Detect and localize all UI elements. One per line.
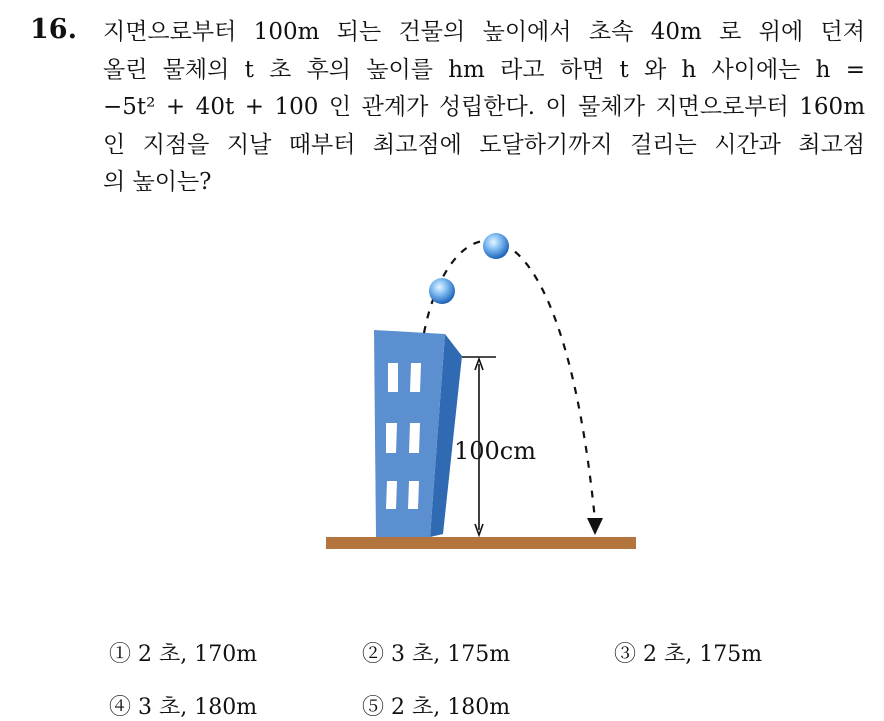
choice-marker: ③ (614, 642, 637, 667)
question-line-1: 지면으로부터 100m 되는 건물의 높이에서 초속 40m 로 위에 던져 (103, 19, 865, 45)
choice-2[interactable] (362, 637, 510, 668)
question-number: 16. (30, 14, 77, 45)
ground (326, 537, 636, 549)
choice-text: 2 초, 175m (643, 642, 763, 667)
window (386, 423, 397, 453)
choice-4[interactable] (109, 690, 257, 721)
choice-marker: ② (362, 642, 385, 667)
question-line-3: −5t² + 40t + 100 인 관계가 성립한다. 이 물체가 지면으로부터 160m (103, 94, 865, 120)
choice-text: 2 초, 180m (391, 695, 511, 720)
window (408, 481, 419, 509)
choice-1[interactable] (109, 637, 257, 668)
height-label: 100cm (454, 437, 537, 465)
building (374, 330, 462, 537)
window (409, 423, 420, 453)
trajectory-arrowhead (587, 518, 603, 535)
question-line-4: 인 지점을 지날 때부터 최고점에 도달하기까지 걸리는 시간과 최고점 (103, 131, 865, 158)
choice-marker: ⑤ (362, 695, 385, 720)
choice-text: 2 초, 170m (138, 642, 258, 667)
window (388, 363, 398, 392)
question-line-5: 의 높이는? (103, 169, 212, 195)
ball-top (483, 233, 509, 259)
ball-lower (429, 278, 455, 304)
choice-marker: ① (109, 642, 132, 667)
window (386, 481, 397, 509)
choice-text: 3 초, 175m (391, 642, 511, 667)
choice-5[interactable] (362, 690, 510, 721)
question-line-2: 올린 물체의 t 초 후의 높이를 hm 라고 하면 t 와 h 사이에는 h = (103, 56, 865, 83)
choice-text: 3 초, 180m (138, 695, 258, 720)
choice-3[interactable] (614, 637, 762, 668)
window (410, 363, 421, 392)
choice-marker: ④ (109, 695, 132, 720)
